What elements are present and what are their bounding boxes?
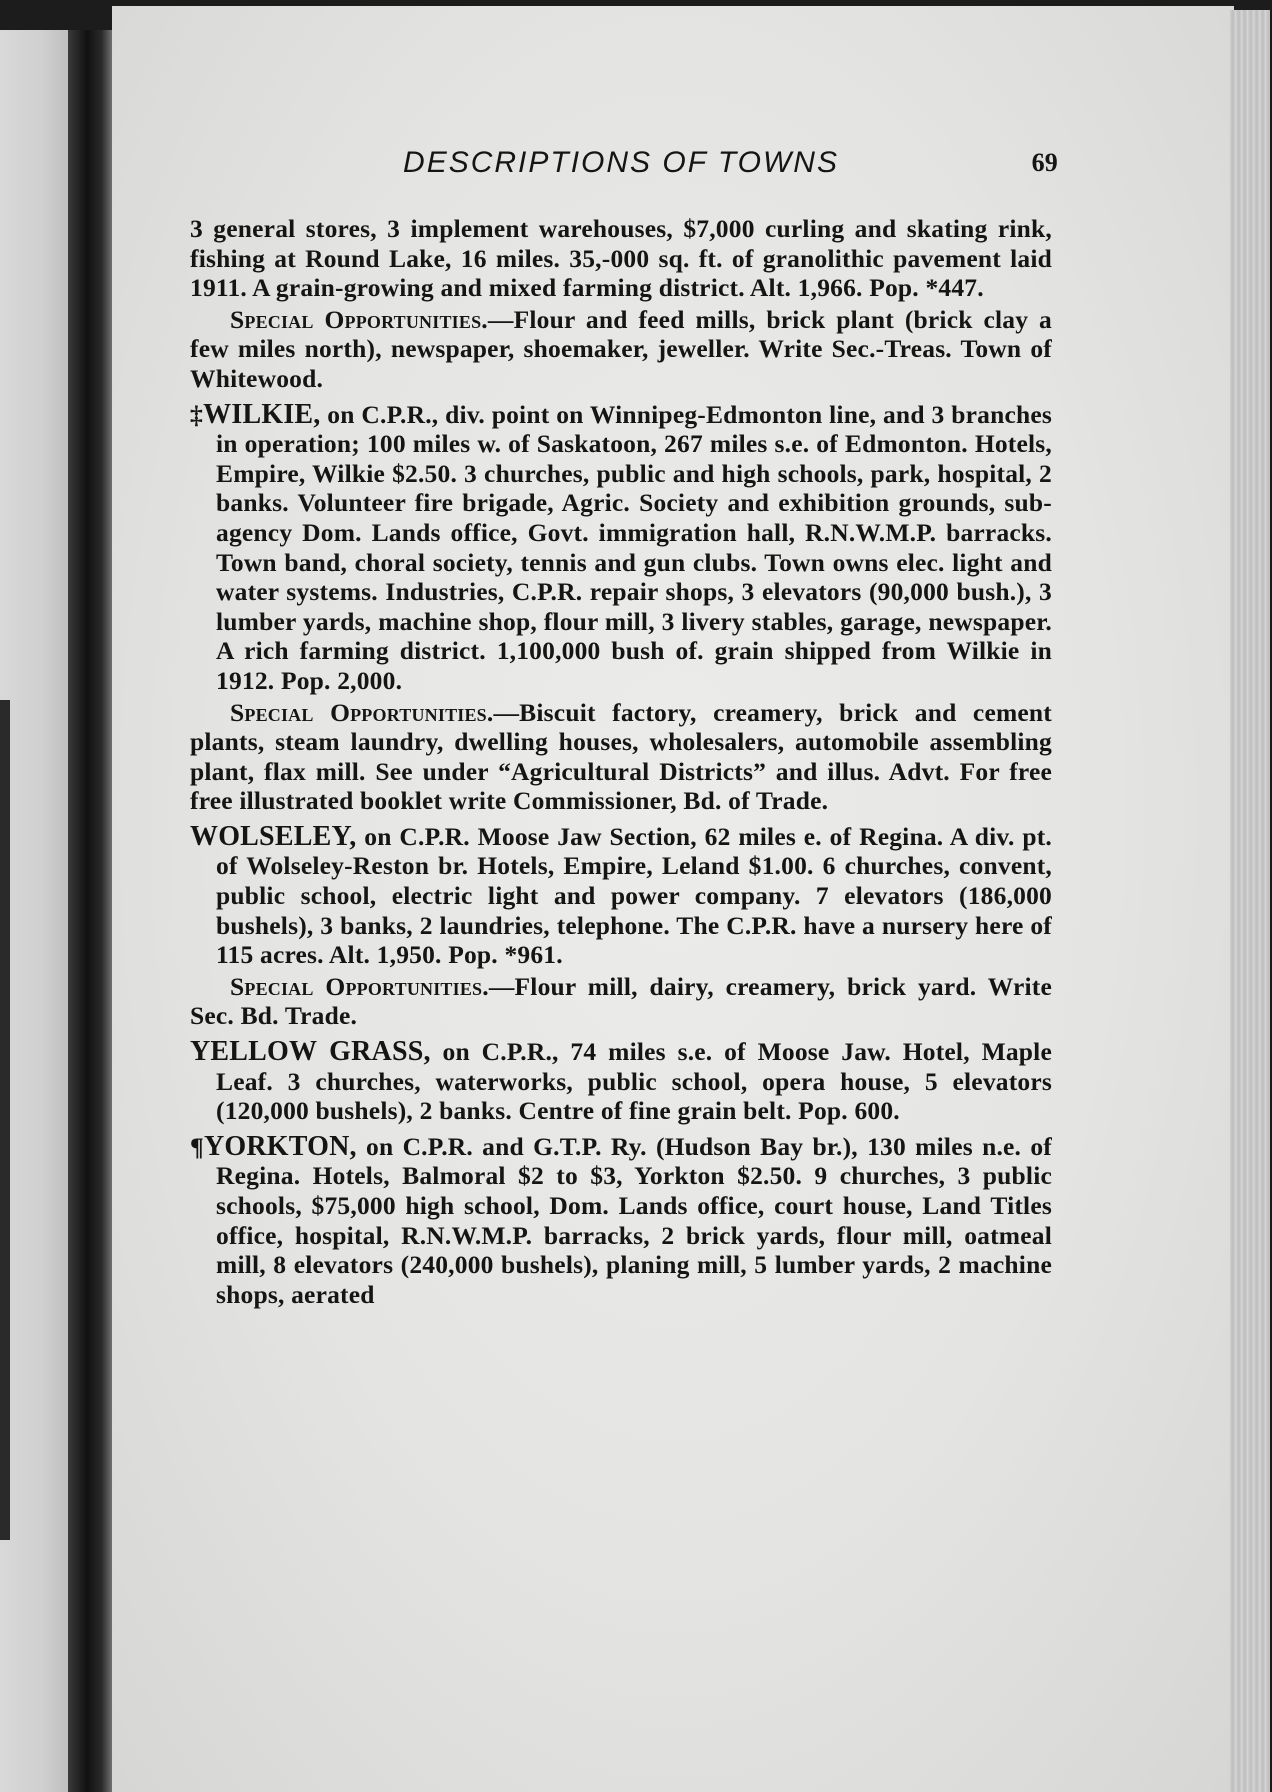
entry-body: on C.P.R. and G.T.P. Ry. (Hudson Bay br.), 130 miles n.e. of Regina. Hotels, Balmoral $2 to $3, Yorkton $2.50. 9 churches, 3 public schools, $75,000 high school, Dom. Lands office, court house, Land Titles office, hospital, R.N.W.M.P. barracks, 2 brick yards, flour mill, oatmeal mill, 8 elevators (240,000 bushels), planing mill, 5 lumber yards, 2 machine shops, aerated — [216, 1131, 1052, 1309]
special-opportunities-wilkie — [190, 698, 1052, 816]
entry-wilkie — [190, 400, 1052, 696]
special-text: —Biscuit factory, creamery, brick and cement plants, steam laundry, dwelling houses, wholesalers, automobile assembling plant, flax mill. See under “Agricultural Districts” and illus. Advt. For free free illustrated booklet write Commissioner, Bd. of Trade. — [190, 697, 1053, 816]
entry-wolseley — [190, 822, 1052, 970]
special-text: —Flour and feed mills, brick plant (brick clay a few miles north), newspaper, shoemaker, jeweller. Write Sec.-Treas. Town of Whitewood. — [190, 304, 1052, 393]
page-edges — [1230, 10, 1270, 1792]
entry-body: on C.P.R., 74 miles s.e. of Moose Jaw. Hotel, Maple Leaf. 3 churches, waterworks, public school, opera house, 5 elevators (120,000 bushels), 2 banks. Centre of fine grain belt. Pop. 600. — [216, 1037, 1052, 1126]
entry-body: on C.P.R., div. point on Winnipeg-Edmonton line, and 3 branches in operation; 100 miles w. of Saskatoon, 267 miles s.e. of Edmonton. Hotels, Empire, Wilkie $2.50. 3 churches, public and high schools, park, hospital, 2 banks. Volunteer fire brigade, Agric. Society and exhibition grounds, sub-agency Dom. Lands office, Govt. immigration hall, R.N.W.M.P. barracks. Town band, choral society, tennis and gun clubs. Town owns elec. light and water systems. Industries, C.P.R. repair shops, 3 elevators (90,000 bush.), 3 lumber yards, machine shop, flour mill, 3 livery stables, garage, newspaper. A rich farming district. 1,100,000 bush of. grain shipped from Wilkie in 1912. Pop. 2,000. — [216, 399, 1052, 695]
town-name: WILKIE, — [203, 398, 321, 430]
town-name: WOLSELEY, — [190, 820, 357, 852]
pilcrow-mark: ¶ — [190, 1131, 204, 1161]
special-opportunities-wolseley — [190, 972, 1052, 1031]
special-label: Special Opportunities. — [230, 304, 488, 334]
double-dagger-mark: ‡ — [190, 399, 204, 429]
special-label: Special Opportunities. — [230, 971, 489, 1001]
entry-whitewood-continued — [190, 214, 1052, 303]
entry-yellow-grass — [190, 1037, 1052, 1126]
book-gutter — [68, 30, 116, 1792]
entry-yorkton — [190, 1132, 1052, 1310]
page-number: 69 — [1031, 148, 1058, 177]
special-label: Special Opportunities. — [230, 697, 494, 727]
running-head: DESCRIPTIONS OF TOWNS — [403, 146, 839, 179]
town-name: YORKTON, — [203, 1130, 357, 1162]
page-header — [190, 146, 1058, 198]
special-text: —Flour mill, dairy, creamery, brick yard. Write Sec. Bd. Trade. — [190, 971, 1052, 1031]
special-opportunities-whitewood — [190, 305, 1052, 394]
entry-body: 3 general stores, 3 implement warehouses, $7,000 curling and skating rink, fishing at Round Lake, 16 miles. 35,-000 sq. ft. of granolithic pavement laid 1911. A grain-growing and mixed farming district. Alt. 1,966. Pop. *447. — [190, 214, 1052, 303]
left-page-shadow — [0, 700, 10, 1540]
entry-body: on C.P.R. Moose Jaw Section, 62 miles e. of Regina. A div. pt. of Wolseley-Reston br. Hotels, Empire, Leland $1.00. 6 churches, convent, public school, electric light and power company. 7 elevators (186,000 bushels), 3 banks, 2 laundries, telephone. The C.P.R. have a nursery here of 115 acres. Alt. 1,950. Pop. *961. — [216, 821, 1052, 970]
page-content — [190, 146, 1058, 1309]
town-name: YELLOW GRASS, — [190, 1036, 431, 1068]
left-page — [0, 30, 72, 1792]
